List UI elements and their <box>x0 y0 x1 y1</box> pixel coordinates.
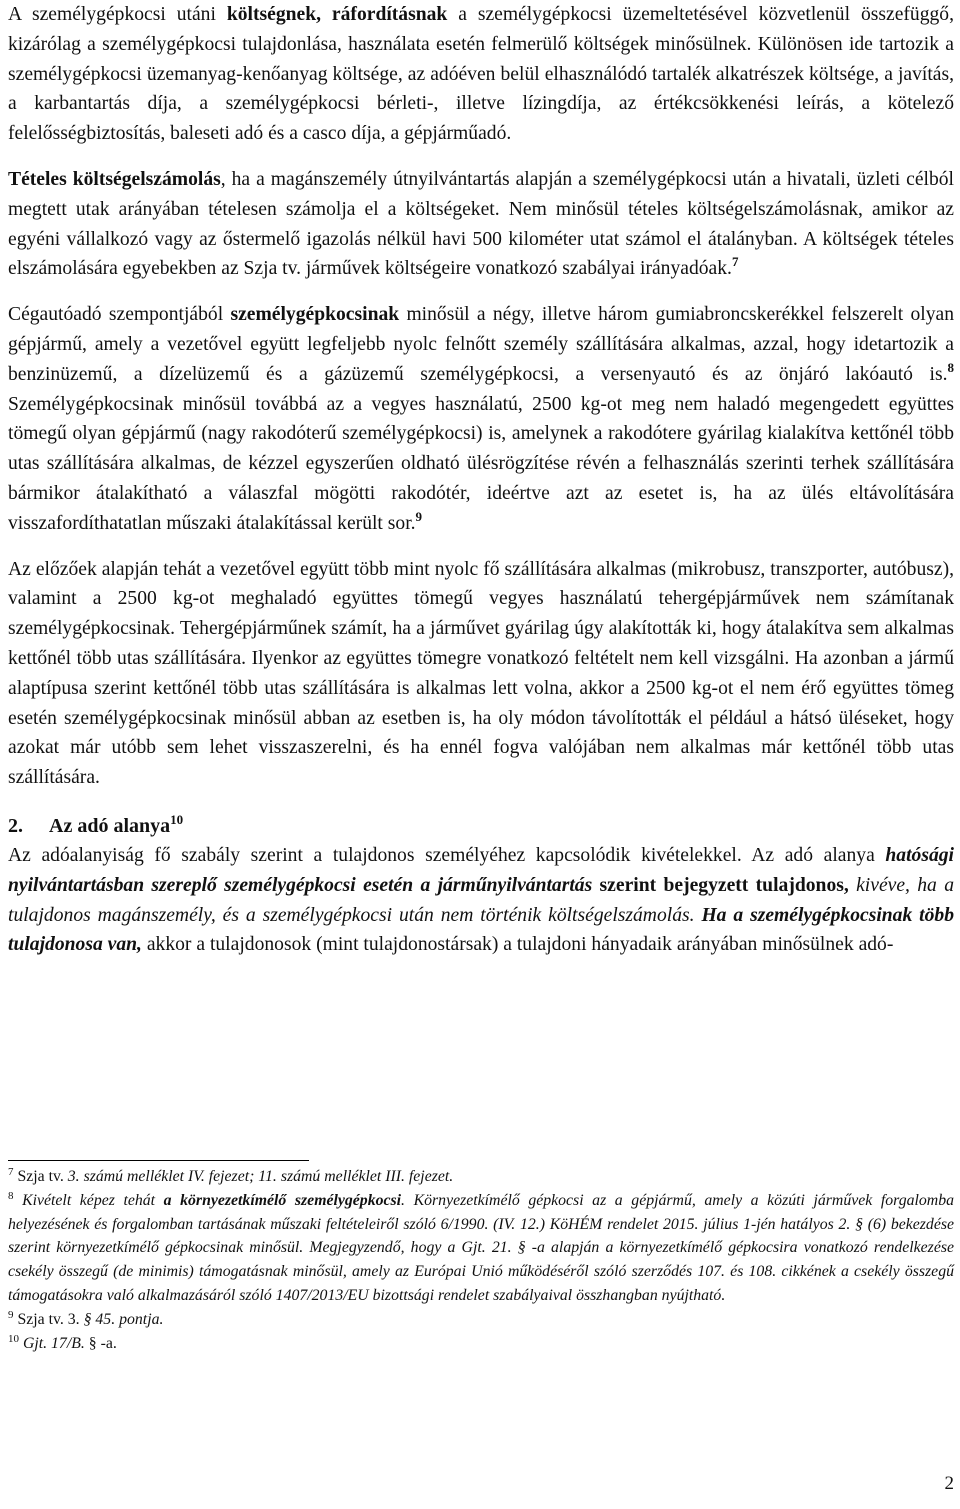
footnote-ref[interactable]: 7 <box>731 254 739 270</box>
bold-term: szerint bejegyzett tulajdonos, <box>592 874 849 896</box>
text: a személygépkocsi üzemeltetésével közvetlenül összefüggő, kizárólag a személygépkocsi tulajdonlása, használata esetén felmerülő költségek minősülnek. Különösen ide tartozik a személygépkocsi üzemanyag-kenőanyag költsége, az adóéven belül elhasználódó tartalék alkatrészek költsége, a javítás, a karbantartás díja, a személygépkocsi bérleti-, illetve lízingdíja, az értékcsökkenési leírás, a kötelező felelősségbiztosítás, baleseti adó és a casco díja, a gépjárműadó. <box>8 4 955 145</box>
footnote-ref[interactable]: 10 <box>170 811 184 827</box>
text: , ha a magánszemély útnyilvántartás alapján a személygépkocsi után a hivatali, üzleti célból megtett utak arányában tételesen számolja el a költségeket. Nem minősül tételes költségelszámolásnak, amikor az egyéni vállalkozó vagy az őstermelő igazolás nélkül havi 500 kilométer utat számol el átalányban. A költségek tételes elszámolására egyebekben az Szja tv. járművek költségeire vonatkozó szabályai irányadóak. <box>8 168 954 280</box>
footnote-7 <box>8 1165 954 1189</box>
section-title: Az adó alanya <box>49 814 171 837</box>
text: Cégautóadó szempontjából <box>8 304 231 326</box>
bold-italic-term: Ha a személygépkocsinak több tulajdonosa van, <box>8 904 955 956</box>
main-text <box>8 0 954 960</box>
bold-italic-term: a környezetkímélő személygépkocsi <box>163 1191 402 1209</box>
page-number: 2 <box>944 1473 954 1494</box>
italic-text: Gjt. 17/B. <box>19 1334 89 1352</box>
footnote-number: 7 <box>8 1166 14 1178</box>
footnote-9 <box>8 1308 954 1332</box>
footnote-number: 10 <box>8 1332 19 1345</box>
footnote-ref[interactable]: 8 <box>947 359 954 375</box>
footnote-number: 8 <box>8 1189 14 1202</box>
footnote-8 <box>8 1189 954 1308</box>
text: A személygépkocsi utáni <box>8 4 227 25</box>
italic-text: 3. számú melléklet IV. fejezet; 11. számú melléklet III. fejezet. <box>67 1168 454 1185</box>
text: Az adóalanyiság fő szabály szerint a tulajdonos személyéhez kapcsolódik kivételekkel. Az adó alanya <box>8 844 886 866</box>
paragraph-cost-definition <box>8 0 954 149</box>
italic-text: Kivételt képez tehát <box>13 1191 164 1209</box>
bold-term: személygépkocsinak <box>230 304 400 326</box>
section-heading <box>8 811 954 841</box>
paragraph-taxpayer <box>8 841 954 960</box>
footnote-10 <box>8 1332 954 1356</box>
italic-text: kivéve, ha a tulajdonos magánszemély, és a személygépkocsi után nem történik költségelszámolás. <box>8 874 954 926</box>
text: akkor a tulajdonosok (mint tulajdonostársak) a tulajdoni hányadaik arányában minősülnek adó- <box>141 934 894 956</box>
bold-italic-term: hatósági nyilvántartásban szereplő személygépkocsi esetén a járműnyilvántartás <box>8 844 954 896</box>
italic-text: § 45. pontja. <box>83 1310 164 1328</box>
footnote-separator <box>8 1160 309 1161</box>
section-number: 2. <box>8 814 23 837</box>
italic-text: . Környezetkímélő gépkocsi az a gépjármű, amely a közúti járművek forgalomba helyezésének és forgalomban tartásának műszaki feltételeiről szóló 6/1990. (IV. 12.) KöHÉM rendelet 2015. július 1-jén hatályos 2. § (6) bekezdése szerint környezetkímélő gépkocsinak minősül. Megjegyzendő, hogy a Gjt. 21. § -a alapján a környezetkímélő gépkocsira vonatkozó rendelkezése csekély összegű (de minimis) támogatásnak minősül, amely az Európai Unió működéséről szóló szerződés 107. és 108. cikkének a csekély összegű támogatásokra való alkalmazásáról szóló 1407/2013/EU bizottsági rendelet szabályaival összhangban nyújtható. <box>8 1191 954 1304</box>
text: § -a. <box>88 1334 117 1352</box>
paragraph-itemized-accounting <box>8 165 954 284</box>
footnote-number: 9 <box>8 1308 14 1321</box>
text: Személygépkocsinak minősül továbbá az a vegyes használatú, 2500 kg-ot meg nem haladó megengedett együttes tömegű olyan gépjármű (nagy rakodóterű személygépkocsi) is, amelynek a rakodótere gyárilag kialakítva kettőnél több utas szállítására alkalmas, de kézzel egyszerűen oldható ülésrögzítése révén a felhasználás szerinti terhek szállítására bármikor átalakítható a válaszfal mögötti rakodótér, ideértve azt az esetet is, ha az ülés eltávolítására visszafordíthatatlan műszaki átalakítással került sor. <box>8 393 954 534</box>
paragraph-trucks <box>8 555 954 793</box>
text: Szja tv. 3. <box>13 1310 84 1328</box>
paragraph-passenger-car-definition <box>8 300 954 538</box>
footnotes <box>8 1165 954 1355</box>
bold-term: költségnek, ráfordításnak <box>226 4 448 25</box>
text: Szja tv. <box>13 1168 68 1185</box>
bold-term: Tételes költségelszámolás <box>8 168 221 190</box>
text: minősül a négy, illetve három gumiabroncskerékkel felszerelt olyan gépjármű, amely a vezetővel együtt legfeljebb nyolc felnőtt személy szállítására alkalmas, azzal, hogy idetartozik a benzinüzemű, a dízelüzemű és a gázüzemű személygépkocsi, a versenyautó és az önjáró lakóautó is. <box>8 304 955 385</box>
text: Az előzőek alapján tehát a vezetővel együtt több mint nyolc fő szállítására alkalmas (mikrobusz, transzporter, autóbusz), valamint a 2500 kg-ot meghaladó együttes tömegű vegyes használatú tehergépjárművek nem számítanak személygépkocsinak. Tehergépjárműnek számít, ha a járművet gyárilag úgy alakították ki, hogy átalakítva sem alkalmas kettőnél több utas szállítására. Ilyenkor az együttes tömegre vonatkozó feltételt nem kell vizsgálni. Ha azonban a jármű alaptípusa szerint kettőnél több utas szállítására is alkalmas lett volna, akkor a 2500 kg-ot el nem érő együttes tömeg esetén személygépkocsinak minősül abban az esetben is, ha oly módon távolították el például a hátsó üléseket, hogy azokat már utóbb sem lehet visszaszerelni, és ha ennél fogva valójában nem alkalmas már kettőnél több utas szállítására. <box>8 558 954 789</box>
footnote-ref[interactable]: 9 <box>415 508 423 524</box>
